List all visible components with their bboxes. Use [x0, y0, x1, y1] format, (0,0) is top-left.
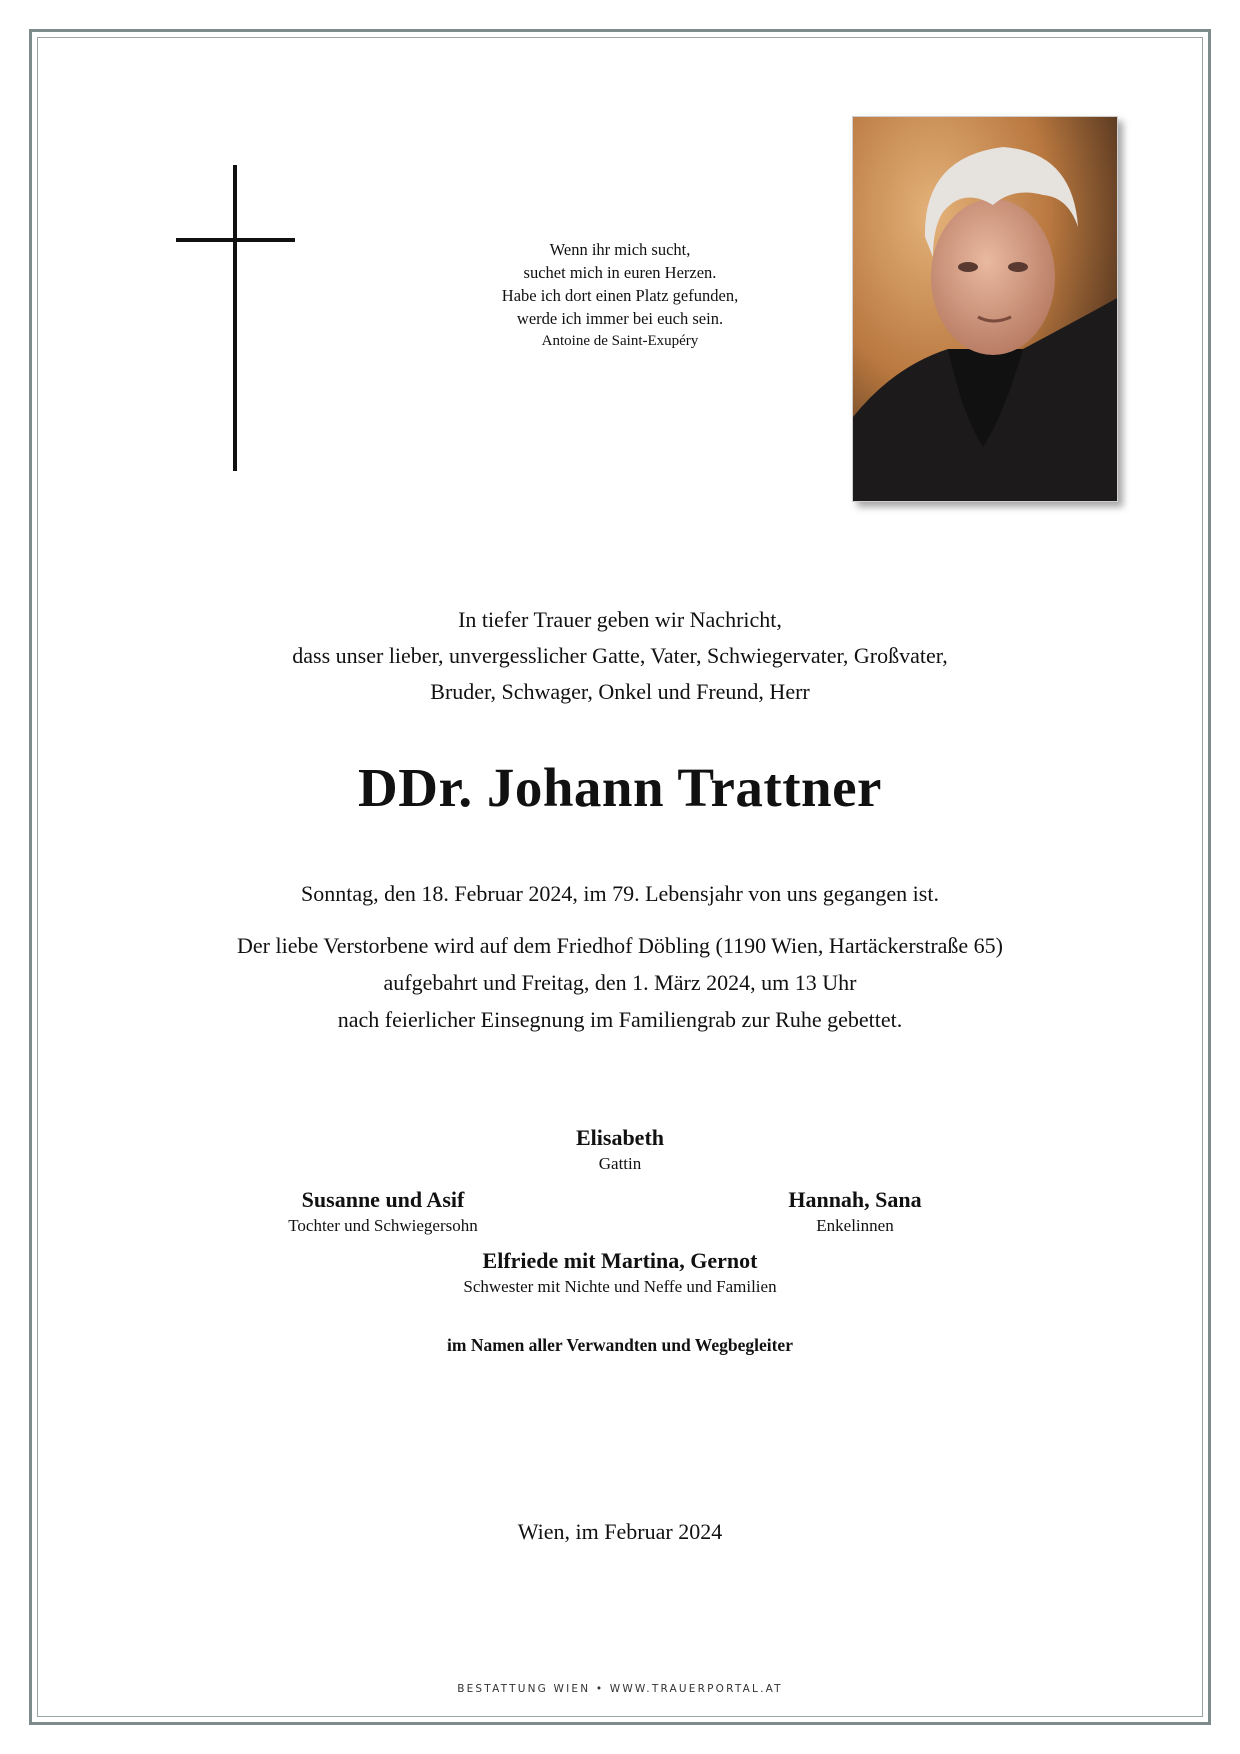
mourner-relation: Enkelinnen — [816, 1216, 894, 1235]
mourner-name: Hannah, Sana — [788, 1187, 922, 1212]
death-notice: Sonntag, den 18. Februar 2024, im 79. Lebensjahr von uns gegangen ist. — [301, 881, 939, 906]
intro-line: dass unser lieber, unvergesslicher Gatte, Vater, Schwiegervater, Großvater, — [292, 643, 948, 668]
mourner-relation: Schwester mit Nichte und Neffe und Familien — [463, 1277, 777, 1296]
quote-line: Habe ich dort einen Platz gefunden, — [501, 286, 739, 305]
mourner-relation: Tochter und Schwiegersohn — [288, 1216, 478, 1235]
portrait-photo — [852, 116, 1118, 502]
footer-credit: BESTATTUNG WIEN • WWW.TRAUERPORTAL.AT — [457, 1683, 783, 1695]
quote-line: suchet mich in euren Herzen. — [523, 263, 717, 282]
intro-line: In tiefer Trauer geben wir Nachricht, — [458, 607, 782, 632]
intro-text — [120, 602, 1120, 710]
mourner-grandchildren — [705, 1186, 1005, 1238]
mourner-name: Elisabeth — [575, 1125, 665, 1150]
cross-vertical-bar — [233, 165, 237, 471]
quote-line: Wenn ihr mich sucht, — [549, 240, 691, 259]
mourner-sister — [370, 1247, 870, 1299]
intro-line: Bruder, Schwager, Onkel und Freund, Herr — [430, 679, 810, 704]
mourner-relation: Gattin — [598, 1154, 642, 1173]
cross-horizontal-bar — [176, 238, 295, 242]
mourner-name: Elfriede mit Martina, Gernot — [482, 1248, 758, 1273]
mourner-daughter — [233, 1186, 533, 1238]
funeral-line: aufgebahrt und Freitag, den 1. März 2024, um 13 Uhr — [383, 970, 857, 995]
mourner-name: Susanne und Asif — [301, 1187, 465, 1212]
mourner-spouse — [370, 1124, 870, 1176]
quote-author: Antoine de Saint-Exupéry — [541, 333, 699, 349]
closing-line: im Namen aller Verwandten und Wegbegleiter — [447, 1335, 793, 1355]
funeral-details — [120, 927, 1120, 1038]
place-date: Wien, im Februar 2024 — [517, 1519, 723, 1544]
funeral-line: nach feierlicher Einsegnung im Familiengrab zur Ruhe gebettet. — [337, 1007, 903, 1032]
quote-line: werde ich immer bei euch sein. — [516, 309, 724, 328]
deceased-name: DDr. Johann Trattner — [358, 757, 882, 818]
funeral-line: Der liebe Verstorbene wird auf dem Friedhof Döbling (1190 Wien, Hartäckerstraße 65) — [236, 933, 1003, 958]
memorial-quote — [390, 238, 850, 353]
